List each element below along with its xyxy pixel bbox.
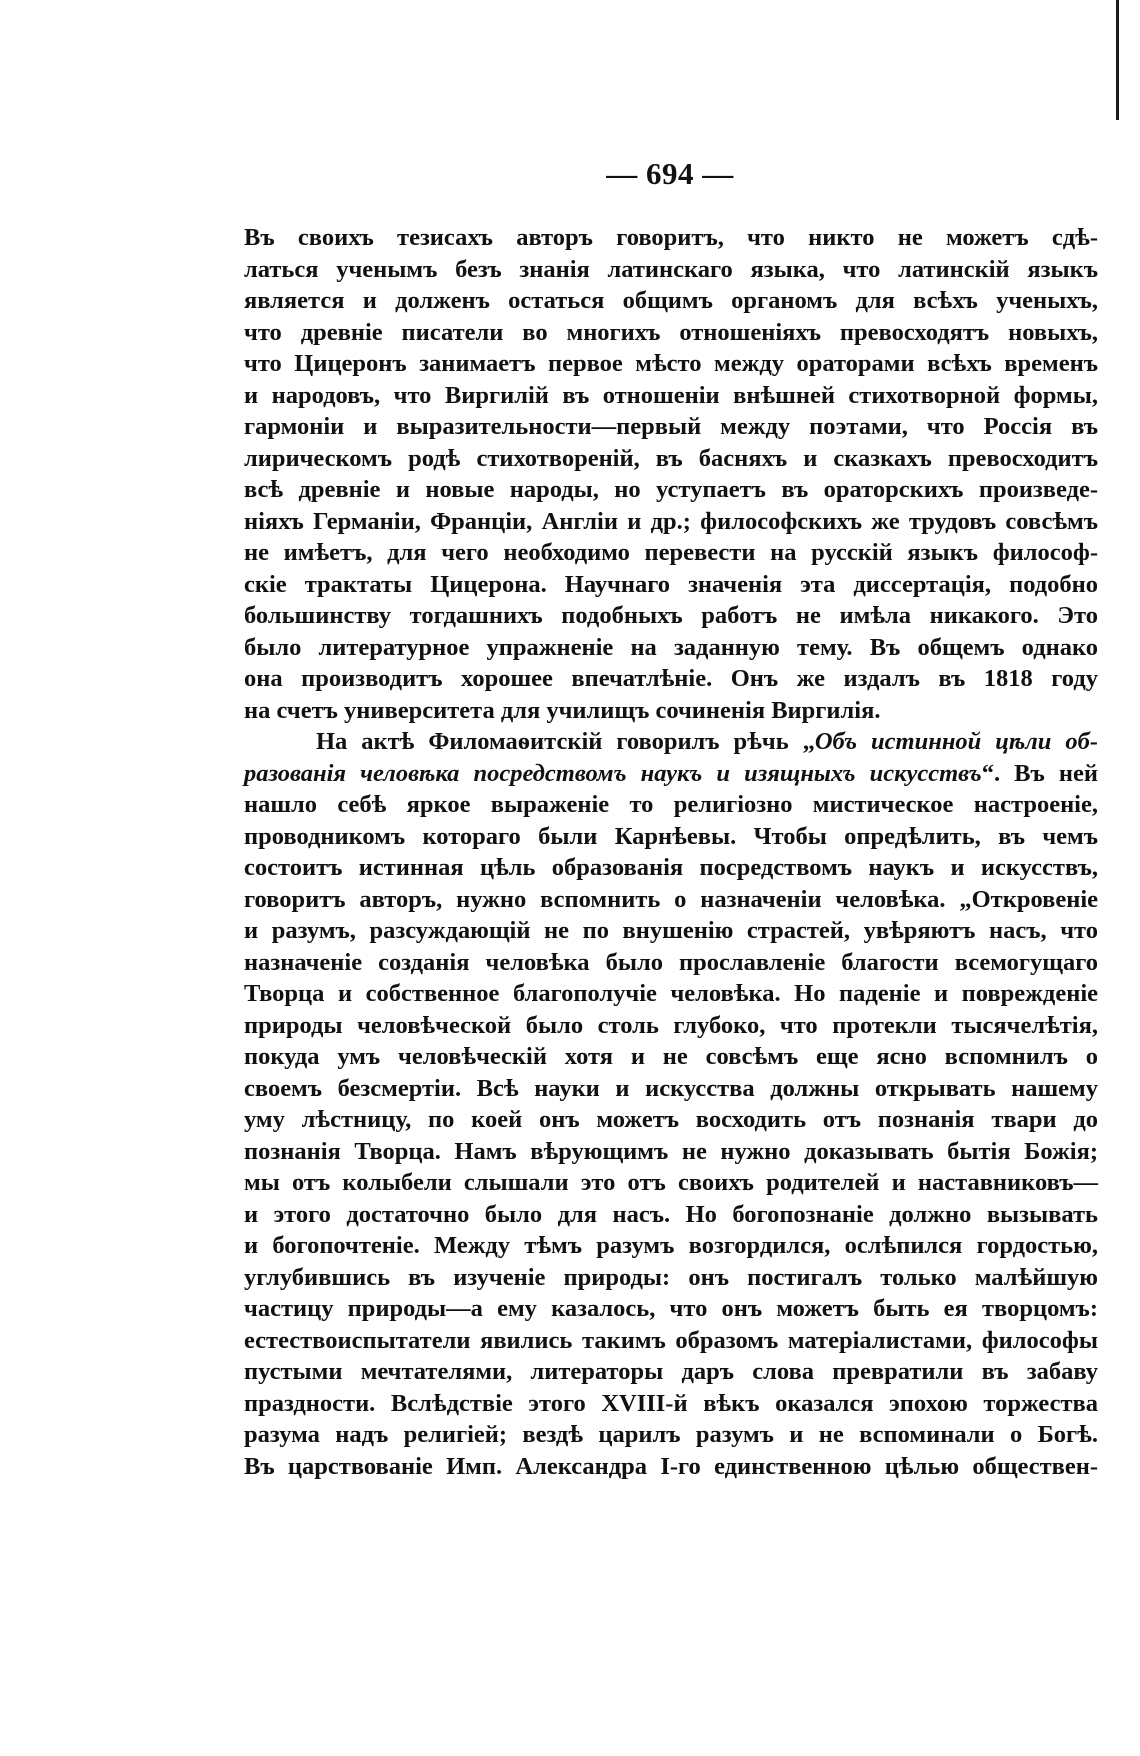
title-continuation-line: разованія человѣка посредствомъ наукъ и изящныхъ искусствъ“. Въ ней: [244, 759, 1098, 787]
text-line: было литературное упражненіе на заданную тему. Въ общемъ однако: [244, 633, 1098, 661]
text-line: праздности. Вслѣдствіе этого XVIII-й вѣкъ оказался эпохою торжества: [244, 1389, 1098, 1417]
text-line: нашло себѣ яркое выраженіе то религіозно мистическое настроеніе,: [244, 791, 1098, 818]
body-text: [244, 222, 1098, 1482]
text-line: большинству тогдашнихъ подобныхъ работъ не имѣла никакого. Это: [244, 602, 1098, 629]
speech-title-italic: Объ истинной цѣли об-: [814, 728, 1099, 755]
text-line: всѣ древніе и новые народы, но уступаетъ въ ораторскихъ произведе-: [244, 476, 1098, 503]
text-line: ніяхъ Германіи, Франціи, Англіи и др.; философскихъ же трудовъ совсѣмъ: [244, 507, 1098, 535]
text-line: разума надъ религіей; вездѣ царилъ разумъ и не вспоминали о Богѣ.: [244, 1421, 1098, 1448]
text-line: что Цицеронъ занимаетъ первое мѣсто между ораторами всѣхъ временъ: [244, 350, 1098, 377]
page-number: — 694 —: [606, 156, 734, 191]
text-line: она производитъ хорошее впечатлѣніе. Онъ же издалъ въ 1818 году: [244, 665, 1098, 692]
text-line: что древніе писатели во многихъ отношеніяхъ превосходятъ новыхъ,: [244, 318, 1098, 346]
text-line: естествоиспытатели явились такимъ образомъ матеріалистами, философы: [244, 1326, 1098, 1354]
text-line: уму лѣстницу, по коей онъ можетъ восходить отъ познанія твари до: [244, 1106, 1098, 1133]
text-line: лирическомъ родѣ стихотвореній, въ басняхъ и сказкахъ превосходитъ: [244, 444, 1098, 472]
text-line: и народовъ, что Виргилій въ отношеніи внѣшней стихотворной формы,: [244, 381, 1098, 409]
text-line: и богопочтеніе. Между тѣмъ разумъ возгордился, ослѣпился гордостью,: [244, 1232, 1098, 1259]
text-line: латься ученымъ безъ знанія латинскаго языка, что латинскій языкъ: [244, 255, 1098, 283]
speech-title-italic: разованія человѣка посредствомъ наукъ и изящныхъ искусствъ: [244, 759, 982, 787]
text-line: углубившись въ изученіе природы: онъ постигалъ только малѣйшую: [244, 1263, 1098, 1291]
text-line: Въ своихъ тезисахъ авторъ говоритъ, что никто не можетъ сдѣ-: [244, 224, 1098, 251]
text-line: природы человѣческой было столь глубоко, что протекли тысячелѣтія,: [244, 1011, 1098, 1039]
text-line: Творца и собственное благополучіе человѣка. Но паденіе и поврежденіе: [244, 980, 1098, 1007]
text-line: и разумъ, разсуждающій не по внушенію страстей, увѣряютъ насъ, что: [244, 917, 1098, 944]
text-line: говоритъ авторъ, нужно вспомнить о назначеніи человѣка. „Откровеніе: [244, 885, 1098, 913]
text-line: является и долженъ остаться общимъ органомъ для всѣхъ ученыхъ,: [244, 287, 1098, 314]
text-line: мы отъ колыбели слышали это отъ своихъ родителей и наставниковъ—: [244, 1169, 1098, 1196]
text-line: познанія Творца. Намъ вѣрующимъ не нужно доказывать бытія Божія;: [244, 1137, 1098, 1165]
text-line: не имѣетъ, для чего необходимо перевести на русскій языкъ философ-: [244, 539, 1098, 566]
text-line: Въ царствованіе Имп. Александра I-го единственною цѣлью обществен-: [244, 1452, 1098, 1480]
text-line: и этого достаточно было для насъ. Но богопознаніе должно вызывать: [244, 1200, 1098, 1228]
paragraph-start-line: На актѣ Филомаѳитскій говорилъ рѣчь „Объ истинной цѣли об-: [316, 728, 1099, 755]
text-line: покуда умъ человѣческій хотя и не совсѣмъ еще ясно вспомнилъ о: [244, 1043, 1098, 1070]
text-line: своемъ безсмертіи. Всѣ науки и искусства должны открывать нашему: [244, 1074, 1098, 1102]
page-edge-rule: [1116, 0, 1119, 120]
text-line: состоитъ истинная цѣль образованія посредствомъ наукъ и искусствъ,: [244, 854, 1098, 881]
text-line: проводникомъ котораго были Карнѣевы. Чтобы опредѣлить, въ чемъ: [244, 822, 1098, 850]
text-line: пустыми мечтателями, литераторы даръ слова превратили въ забаву: [244, 1358, 1098, 1385]
text-line: скіе трактаты Цицерона. Научнаго значенія эта диссертація, подобно: [244, 570, 1098, 598]
text-line: назначеніе созданія человѣка было прославленіе благости всемогущаго: [244, 948, 1098, 976]
text-line: частицу природы—а ему казалось, что онъ можетъ быть ея творцомъ:: [244, 1295, 1098, 1322]
text-line: гармоніи и выразительности—первый между поэтами, что Россія въ: [244, 413, 1098, 440]
text-line: на счетъ университета для училищъ сочиненія Виргилія.: [244, 696, 881, 724]
